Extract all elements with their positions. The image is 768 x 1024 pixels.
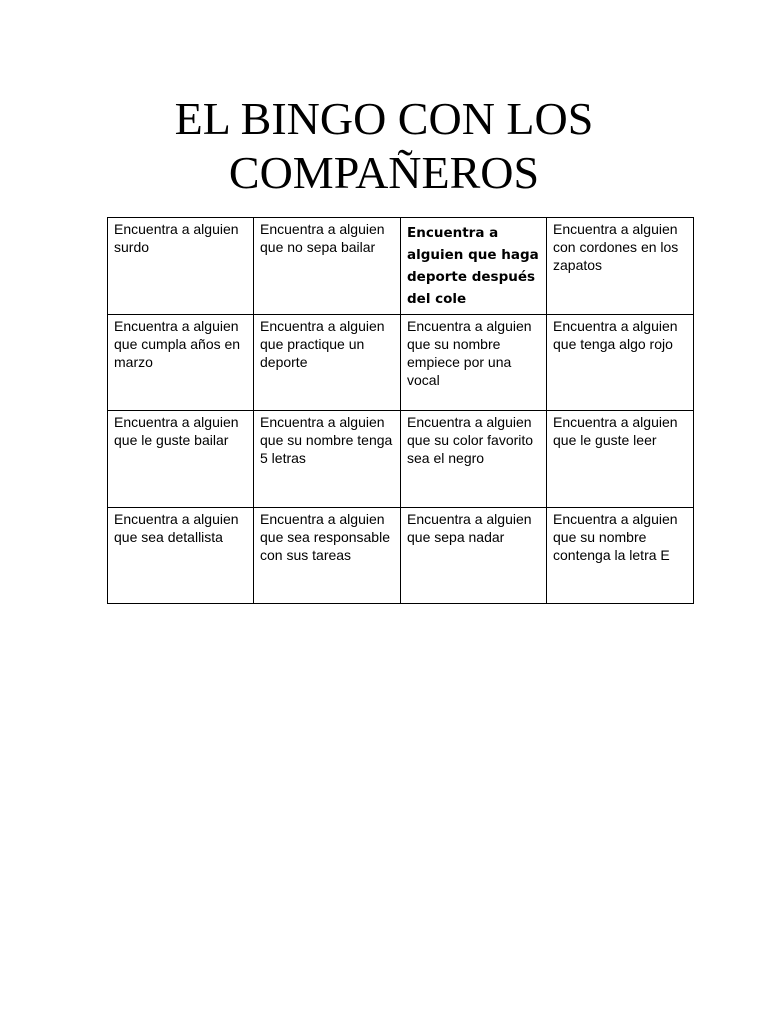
- bingo-cell: Encuentra a alguien que tenga algo rojo: [547, 315, 694, 411]
- bingo-cell: Encuentra a alguien que sea detallista: [108, 508, 254, 604]
- title-line-2: COMPAÑEROS: [228, 147, 540, 198]
- bingo-grid: [107, 217, 694, 604]
- bingo-row: [108, 508, 694, 604]
- bingo-cell: Encuentra a alguien que sepa nadar: [401, 508, 547, 604]
- bingo-cell: Encuentra a alguien que su nombre contenga la letra E: [547, 508, 694, 604]
- bingo-cell: Encuentra a alguien que su nombre empiece por una vocal: [401, 315, 547, 411]
- bingo-cell: Encuentra a alguien que le guste leer: [547, 411, 694, 508]
- bingo-cell: Encuentra a alguien que sea responsable con sus tareas: [254, 508, 401, 604]
- bingo-cell: Encuentra a alguien surdo: [108, 218, 254, 315]
- bingo-cell: Encuentra a alguien que le guste bailar: [108, 411, 254, 508]
- bingo-cell: Encuentra a alguien que no sepa bailar: [254, 218, 401, 315]
- bingo-cell: Encuentra a alguien que cumpla años en marzo: [108, 315, 254, 411]
- bingo-row: [108, 315, 694, 411]
- bingo-row: [108, 218, 694, 315]
- bingo-cell: Encuentra a alguien que su nombre tenga 5 letras: [254, 411, 401, 508]
- bingo-cell: Encuentra a alguien con cordones en los zapatos: [547, 218, 694, 315]
- bingo-row: [108, 411, 694, 508]
- bingo-cell: Encuentra a alguien que haga deporte después del cole: [401, 218, 547, 315]
- page-title: [0, 92, 768, 200]
- bingo-cell: Encuentra a alguien que su color favorito sea el negro: [401, 411, 547, 508]
- bingo-cell: Encuentra a alguien que practique un deporte: [254, 315, 401, 411]
- title-line-1: EL BINGO CON LOS: [174, 93, 594, 144]
